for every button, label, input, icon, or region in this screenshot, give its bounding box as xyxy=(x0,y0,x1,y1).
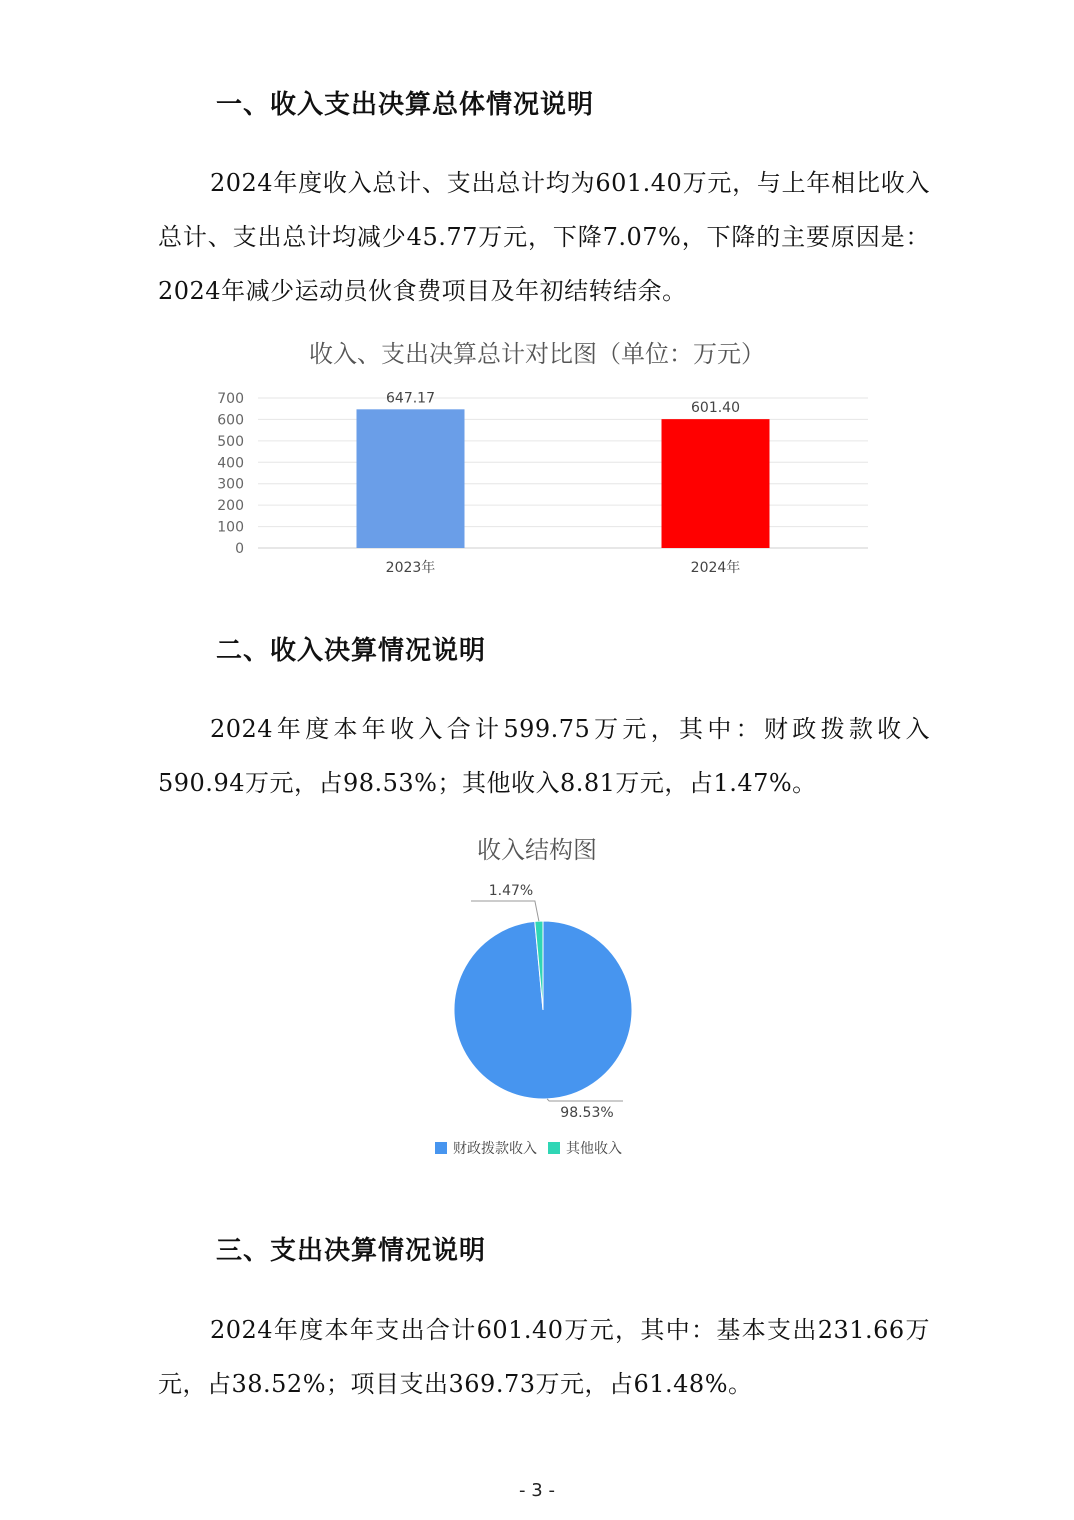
bar-chart xyxy=(200,380,880,580)
y-tick-label: 700 xyxy=(217,391,244,407)
y-tick-label: 400 xyxy=(217,455,244,472)
pie-chart xyxy=(337,870,737,1170)
bar xyxy=(357,409,465,548)
x-tick-label: 2024年 xyxy=(690,560,741,576)
legend-swatch xyxy=(548,1142,560,1154)
section-heading-1: 一、收入支出决算总体情况说明 xyxy=(216,90,595,120)
section-heading-2: 二、收入决算情况说明 xyxy=(216,636,487,666)
legend-label: 其他收入 xyxy=(566,1141,622,1157)
y-tick-label: 100 xyxy=(217,519,244,536)
pie-chart-title: 收入结构图 xyxy=(477,836,597,864)
section-paragraph-3: 2024年度本年支出合计601.40万元，其中：基本支出231.66万元，占38.52%；项目支出369.73万元，占61.48%。 xyxy=(158,1316,930,1398)
pie-value-label: 98.53% xyxy=(560,1105,614,1121)
y-tick-label: 500 xyxy=(217,433,244,450)
y-tick-label: 300 xyxy=(217,476,244,493)
legend-swatch xyxy=(435,1142,447,1154)
y-tick-label: 600 xyxy=(217,412,244,429)
bar-value-label: 647.17 xyxy=(386,390,435,407)
legend-label: 财政拨款收入 xyxy=(453,1141,537,1157)
y-tick-label: 200 xyxy=(217,498,244,515)
bar xyxy=(662,419,770,548)
y-tick-label: 0 xyxy=(235,541,244,557)
section-paragraph-2: 2024年度本年收入合计599.75万元，其中：财政拨款收入590.94万元，占98.53%；其他收入8.81万元，占1.47%。 xyxy=(158,715,930,797)
x-tick-label: 2023年 xyxy=(385,560,436,576)
page-number: - 3 - xyxy=(519,1480,555,1501)
bar-value-label: 601.40 xyxy=(691,400,740,417)
bar-chart-title: 收入、支出决算总计对比图（单位：万元） xyxy=(309,340,765,368)
pie-value-label: 1.47% xyxy=(488,883,534,899)
section-heading-3: 三、支出决算情况说明 xyxy=(216,1236,487,1266)
section-paragraph-1: 2024年度收入总计、支出总计均为601.40万元，与上年相比收入总计、支出总计均减少45.77万元，下降7.07%，下降的主要原因是：2024年减少运动员伙食费项目及年初结转结余。 xyxy=(158,169,930,305)
pie-leader-line xyxy=(471,901,539,921)
pie-leader-line xyxy=(547,1099,623,1101)
